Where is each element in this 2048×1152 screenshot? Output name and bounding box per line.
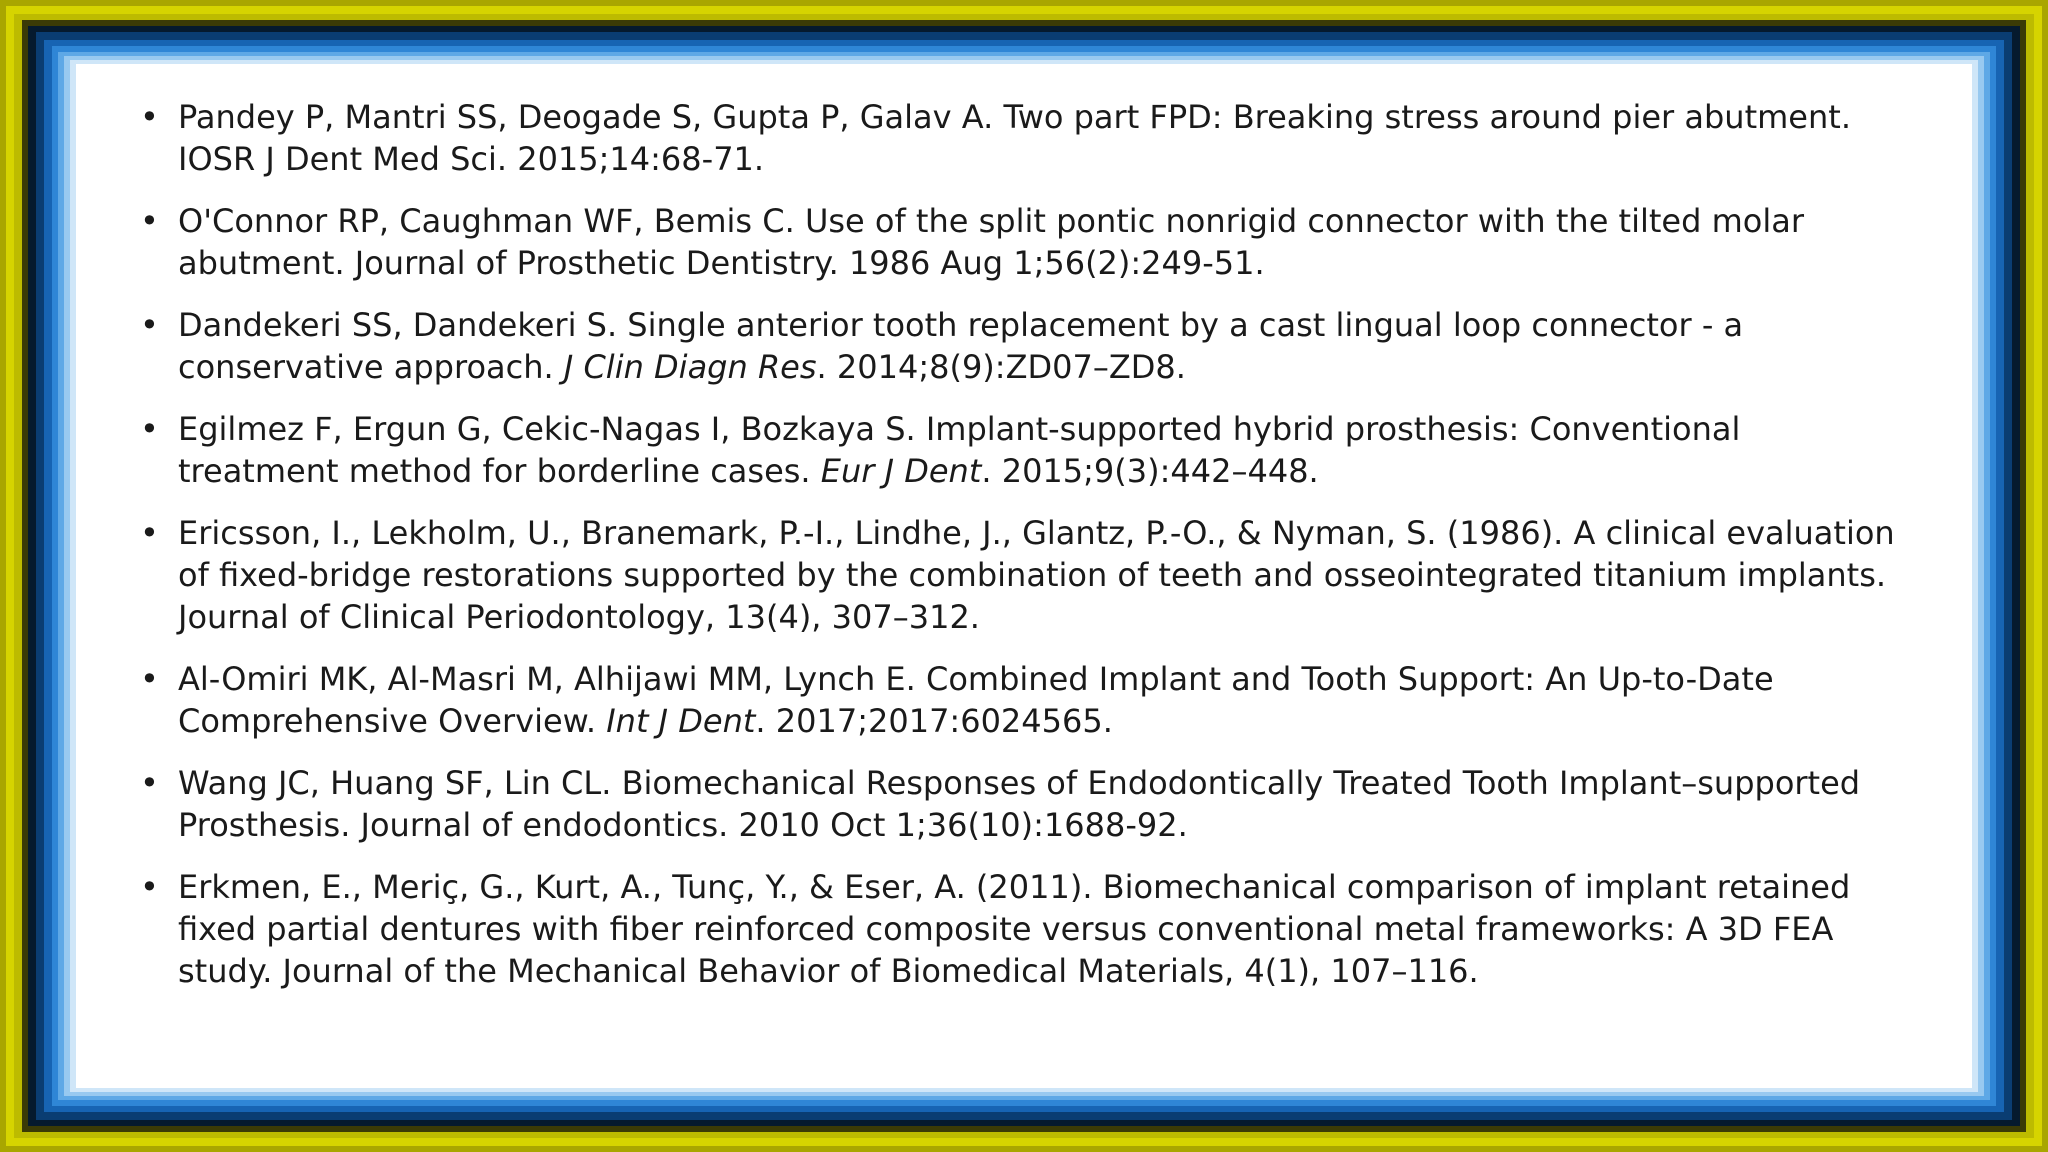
reference-text: Erkmen, E., Meriç, G., Kurt, A., Tunç, Y., & Eser, A. (2011). Biomechanical comparison of implant retained fixed partial dentures with fiber reinforced composite versus conventional metal frameworks: A 3D FEA study. Journal of the Mechanical Behavior of Biomedical Materials, 4(1), 107–116. xyxy=(178,868,1851,990)
reference-text: Pandey P, Mantri SS, Deogade S, Gupta P, Galav A. Two part FPD: Breaking stress around pier abutment. IOSR J Dent Med Sci. 2015;14:68-71. xyxy=(178,98,1851,178)
reference-list xyxy=(136,96,1896,992)
reference-item-6 xyxy=(136,658,1896,742)
reference-citation: . 2015;9(3):442–448. xyxy=(981,452,1319,490)
bullet-icon: • xyxy=(140,306,159,344)
reference-text: Wang JC, Huang SF, Lin CL. Biomechanical Responses of Endodontically Treated Tooth Implant–supported Prosthesis. Journal of endodontics. 2010 Oct 1;36(10):1688-92. xyxy=(178,764,1861,844)
reference-text: O'Connor RP, Caughman WF, Bemis C. Use of the split pontic nonrigid connector with the tilted molar abutment. Journal of Prosthetic Dentistry. 1986 Aug 1;56(2):249-51. xyxy=(178,202,1804,282)
reference-item-4 xyxy=(136,408,1896,492)
journal-name: J Clin Diagn Res xyxy=(563,348,817,386)
bullet-icon: • xyxy=(140,868,159,906)
reference-citation: . 2017;2017:6024565. xyxy=(755,702,1113,740)
reference-text: Dandekeri SS, Dandekeri S. Single anterior tooth replacement by a cast lingual loop connector - a conservative approach. xyxy=(178,306,1744,386)
reference-text: Egilmez F, Ergun G, Cekic-Nagas I, Bozkaya S. Implant-supported hybrid prosthesis: Conventional treatment method for borderline cases. xyxy=(178,410,1741,490)
bullet-icon: • xyxy=(140,660,159,698)
bullet-icon: • xyxy=(140,410,159,448)
journal-name: Int J Dent xyxy=(606,702,756,740)
bullet-icon: • xyxy=(140,764,159,802)
references-content xyxy=(136,96,1896,1012)
journal-name: Eur J Dent xyxy=(820,452,982,490)
reference-text: Ericsson, I., Lekholm, U., Branemark, P.-I., Lindhe, J., Glantz, P.-O., & Nyman, S. (1986). A clinical evaluation of fixed-bridge restorations supported by the combination of teeth and osseointegrated titanium implants. Journal of Clinical Periodontology, 13(4), 307–312. xyxy=(178,514,1895,636)
bullet-icon: • xyxy=(140,98,159,136)
bullet-icon: • xyxy=(140,514,159,552)
reference-item-5 xyxy=(136,512,1896,638)
reference-text: Al-Omiri MK, Al-Masri M, Alhijawi MM, Lynch E. Combined Implant and Tooth Support: An Up-to-Date Comprehensive Overview. xyxy=(178,660,1774,740)
reference-item-7 xyxy=(136,762,1896,846)
bullet-icon: • xyxy=(140,202,159,240)
reference-item-2 xyxy=(136,200,1896,284)
reference-item-8 xyxy=(136,866,1896,992)
reference-item-1 xyxy=(136,96,1896,180)
reference-citation: . 2014;8(9):ZD07–ZD8. xyxy=(816,348,1186,386)
reference-item-3 xyxy=(136,304,1896,388)
